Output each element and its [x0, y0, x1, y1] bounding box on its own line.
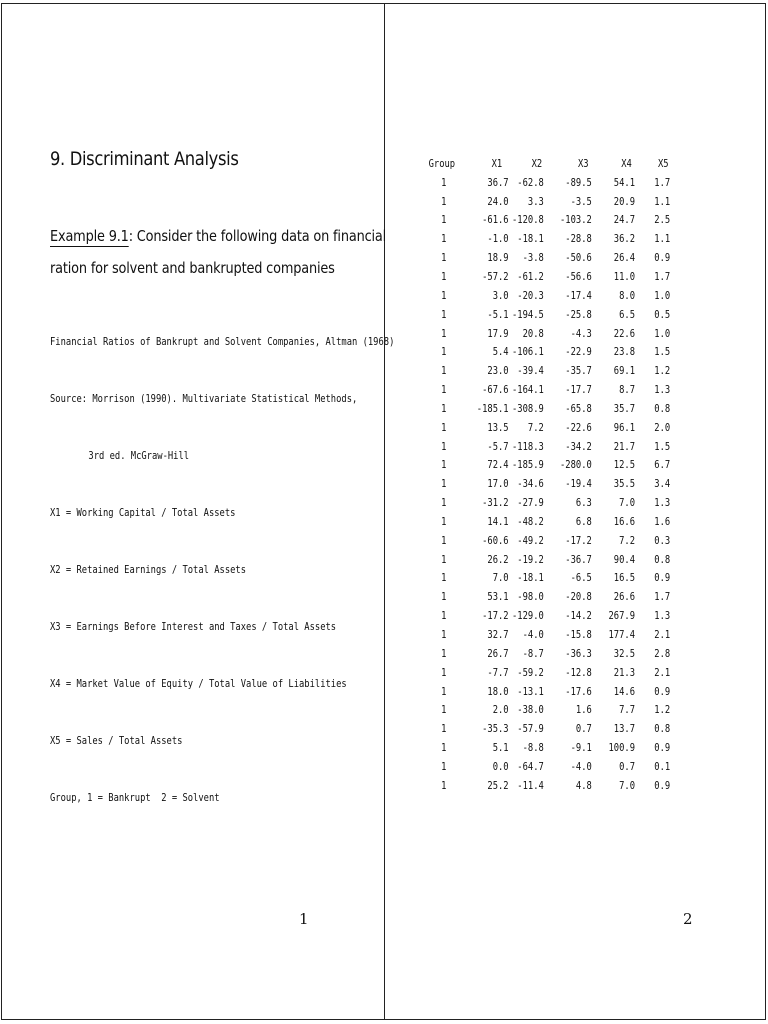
- table-cell: 3.4: [654, 477, 671, 491]
- table-cell: 17.0: [487, 477, 509, 491]
- example-line-1: [50, 220, 387, 252]
- table-cell: -8.8: [522, 741, 544, 755]
- table-cell: 6.3: [575, 496, 592, 510]
- table-cell: 36.7: [487, 175, 509, 189]
- table-cell: 1: [441, 552, 447, 566]
- table-cell: -22.9: [565, 345, 592, 359]
- table-cell: 22.6: [613, 326, 635, 340]
- table-cell: -34.6: [517, 477, 544, 491]
- table-row: [427, 531, 670, 550]
- table-row: [427, 700, 670, 719]
- table-row: [427, 437, 670, 456]
- table-cell: 0.8: [654, 401, 671, 415]
- table-cell: -3.5: [570, 194, 592, 208]
- table-cell: 53.1: [487, 590, 509, 604]
- note-line: X5 = Sales / Total Assets: [50, 734, 183, 747]
- table-cell: -67.6: [482, 383, 509, 397]
- table-cell: 17.9: [487, 326, 509, 340]
- table-cell: 3.3: [527, 194, 544, 208]
- table-cell: 0.9: [654, 571, 671, 585]
- table-cell: -9.1: [570, 741, 592, 755]
- example-paragraph: [50, 220, 387, 284]
- column-header-x4: X4: [621, 156, 632, 170]
- table-cell: 7.7: [619, 703, 635, 717]
- table-cell: -7.7: [487, 665, 509, 679]
- table-cell: 1: [441, 703, 447, 717]
- table-cell: 1: [441, 345, 447, 359]
- table-row: [427, 587, 670, 606]
- table-cell: 7.0: [619, 778, 635, 792]
- table-cell: -118.3: [512, 439, 544, 453]
- table-cell: -106.1: [512, 345, 544, 359]
- table-cell: 1: [441, 175, 447, 189]
- table-cell: 7.2: [619, 533, 635, 547]
- table-cell: -6.5: [570, 571, 592, 585]
- table-cell: 1.3: [654, 383, 671, 397]
- table-row: [427, 286, 670, 305]
- table-cell: 0.1: [654, 759, 671, 773]
- table-row: [427, 663, 670, 682]
- table-cell: 26.2: [487, 552, 509, 566]
- table-cell: 12.5: [613, 458, 635, 472]
- table-cell: -17.7: [565, 383, 592, 397]
- table-cell: -4.0: [570, 759, 592, 773]
- table-cell: 6.5: [619, 307, 635, 321]
- table-cell: 1: [441, 383, 447, 397]
- table-cell: 20.8: [522, 326, 544, 340]
- table-cell: -36.3: [565, 646, 592, 660]
- table-cell: 267.9: [608, 609, 635, 623]
- table-cell: -27.9: [517, 496, 544, 510]
- table-cell: -19.2: [517, 552, 544, 566]
- table-cell: 24.0: [487, 194, 509, 208]
- table-cell: -98.0: [517, 590, 544, 604]
- table-row: [427, 399, 670, 418]
- table-cell: -4.0: [522, 628, 544, 642]
- table-cell: 26.4: [613, 251, 635, 265]
- table-row: [427, 418, 670, 437]
- table-cell: 1: [441, 722, 447, 736]
- table-cell: -48.2: [517, 514, 544, 528]
- table-cell: 1: [441, 741, 447, 755]
- table-cell: 36.2: [613, 232, 635, 246]
- table-cell: -280.0: [560, 458, 592, 472]
- table-cell: 23.0: [487, 364, 509, 378]
- table-row: [427, 324, 670, 343]
- table-cell: -89.5: [565, 175, 592, 189]
- table-cell: 14.1: [487, 514, 509, 528]
- table-cell: 18.9: [487, 251, 509, 265]
- table-cell: 26.6: [613, 590, 635, 604]
- table-cell: 2.5: [654, 213, 671, 227]
- ratios-table: [427, 154, 670, 795]
- note-line: Group, 1 = Bankrupt 2 = Solvent: [50, 791, 220, 804]
- section-title: 9. Discriminant Analysis: [50, 148, 239, 170]
- table-cell: 35.7: [613, 401, 635, 415]
- table-cell: -164.1: [512, 383, 544, 397]
- table-cell: -5.7: [487, 439, 509, 453]
- table-cell: 90.4: [613, 552, 635, 566]
- table-cell: 1: [441, 477, 447, 491]
- table-cell: -22.6: [565, 420, 592, 434]
- table-cell: 1: [441, 251, 447, 265]
- table-cell: 16.5: [613, 571, 635, 585]
- table-cell: 7.2: [527, 420, 544, 434]
- table-cell: -17.2: [565, 533, 592, 547]
- table-cell: 4.8: [575, 778, 592, 792]
- table-cell: -14.2: [565, 609, 592, 623]
- note-line: X3 = Earnings Before Interest and Taxes / Total Assets: [50, 620, 337, 633]
- table-cell: 6.8: [575, 514, 592, 528]
- table-cell: 1.5: [654, 439, 671, 453]
- table-cell: 0.9: [654, 251, 671, 265]
- table-cell: 2.0: [492, 703, 509, 717]
- table-row: [427, 474, 670, 493]
- table-cell: 24.7: [613, 213, 635, 227]
- table-cell: 1.3: [654, 609, 671, 623]
- table-row: [427, 682, 670, 701]
- table-cell: 1: [441, 628, 447, 642]
- table-cell: -18.1: [517, 571, 544, 585]
- table-cell: -31.2: [482, 496, 509, 510]
- table-cell: -1.0: [487, 232, 509, 246]
- table-cell: 8.7: [619, 383, 635, 397]
- table-cell: -62.8: [517, 175, 544, 189]
- table-row: [427, 456, 670, 475]
- table-cell: 1.0: [654, 288, 671, 302]
- table-cell: 1.1: [654, 232, 671, 246]
- table-cell: 1.3: [654, 496, 671, 510]
- table-cell: -61.2: [517, 269, 544, 283]
- note-line: X4 = Market Value of Equity / Total Value of Liabilities: [50, 677, 347, 690]
- table-cell: 23.8: [613, 345, 635, 359]
- table-cell: 0.9: [654, 741, 671, 755]
- table-row: [427, 550, 670, 569]
- table-cell: 0.9: [654, 778, 671, 792]
- table-row: [427, 719, 670, 738]
- table-cell: -13.1: [517, 684, 544, 698]
- table-cell: 0.7: [575, 722, 592, 736]
- note-line: X1 = Working Capital / Total Assets: [50, 506, 236, 519]
- table-cell: -185.9: [512, 458, 544, 472]
- table-cell: 0.0: [492, 759, 509, 773]
- table-cell: 1: [441, 646, 447, 660]
- table-cell: -57.2: [482, 269, 509, 283]
- table-row: [427, 211, 670, 230]
- table-cell: 8.0: [619, 288, 635, 302]
- table-cell: 1: [441, 364, 447, 378]
- table-cell: -12.8: [565, 665, 592, 679]
- table-cell: 1: [441, 609, 447, 623]
- table-cell: -17.4: [565, 288, 592, 302]
- table-cell: 20.9: [613, 194, 635, 208]
- table-row: [427, 173, 670, 192]
- table-cell: 1: [441, 307, 447, 321]
- table-cell: 1: [441, 684, 447, 698]
- table-row: [427, 776, 670, 795]
- table-cell: 0.7: [619, 759, 635, 773]
- table-cell: -25.8: [565, 307, 592, 321]
- table-cell: 1.6: [654, 514, 671, 528]
- table-cell: 5.4: [492, 345, 509, 359]
- table-row: [427, 569, 670, 588]
- table-cell: 21.3: [613, 665, 635, 679]
- table-cell: -35.3: [482, 722, 509, 736]
- table-cell: 0.8: [654, 552, 671, 566]
- table-cell: 1: [441, 496, 447, 510]
- table-row: [427, 644, 670, 663]
- table-cell: -50.6: [565, 251, 592, 265]
- table-cell: -61.6: [482, 213, 509, 227]
- table-cell: -4.3: [570, 326, 592, 340]
- table-cell: 72.4: [487, 458, 509, 472]
- example-label: Example 9.1: [50, 227, 129, 245]
- table-cell: 1.1: [654, 194, 671, 208]
- table-cell: -308.9: [512, 401, 544, 415]
- table-body: [427, 173, 670, 795]
- table-cell: -103.2: [560, 213, 592, 227]
- table-cell: 1: [441, 232, 447, 246]
- table-cell: -49.2: [517, 533, 544, 547]
- table-cell: 7.0: [492, 571, 509, 585]
- table-cell: 96.1: [613, 420, 635, 434]
- table-cell: 100.9: [608, 741, 635, 755]
- table-cell: -17.6: [565, 684, 592, 698]
- table-cell: -38.0: [517, 703, 544, 717]
- table-cell: 32.7: [487, 628, 509, 642]
- table-cell: -39.4: [517, 364, 544, 378]
- table-cell: -35.7: [565, 364, 592, 378]
- table-cell: 1: [441, 590, 447, 604]
- table-cell: 2.0: [654, 420, 671, 434]
- table-cell: 1: [441, 665, 447, 679]
- table-row: [427, 361, 670, 380]
- table-cell: 26.7: [487, 646, 509, 660]
- table-cell: -59.2: [517, 665, 544, 679]
- table-row: [427, 606, 670, 625]
- table-cell: 0.8: [654, 722, 671, 736]
- table-cell: 1.7: [654, 590, 671, 604]
- table-cell: -65.8: [565, 401, 592, 415]
- table-row: [427, 229, 670, 248]
- table-cell: -20.3: [517, 288, 544, 302]
- table-cell: -18.1: [517, 232, 544, 246]
- table-header-row: [427, 154, 670, 173]
- table-cell: -120.8: [512, 213, 544, 227]
- table-cell: 1: [441, 778, 447, 792]
- table-cell: -57.9: [517, 722, 544, 736]
- table-row: [427, 192, 670, 211]
- table-cell: -17.2: [482, 609, 509, 623]
- column-header-x5: X5: [658, 156, 669, 170]
- table-cell: -36.7: [565, 552, 592, 566]
- table-cell: 1: [441, 420, 447, 434]
- table-cell: 1.6: [575, 703, 592, 717]
- table-row: [427, 757, 670, 776]
- table-cell: 0.9: [654, 684, 671, 698]
- table-cell: 1: [441, 213, 447, 227]
- table-cell: 1.2: [654, 364, 671, 378]
- table-row: [427, 305, 670, 324]
- table-row: [427, 625, 670, 644]
- table-cell: -60.6: [482, 533, 509, 547]
- table-cell: 1.5: [654, 345, 671, 359]
- example-text-1: : Consider the following data on financial: [128, 227, 387, 245]
- table-cell: 1.2: [654, 703, 671, 717]
- table-cell: 1: [441, 194, 447, 208]
- table-cell: -194.5: [512, 307, 544, 321]
- table-cell: 1: [441, 514, 447, 528]
- table-cell: 1: [441, 269, 447, 283]
- example-text-2: ration for solvent and bankrupted companies: [50, 259, 335, 277]
- table-cell: 7.0: [619, 496, 635, 510]
- table-cell: 13.5: [487, 420, 509, 434]
- table-cell: -19.4: [565, 477, 592, 491]
- column-header-group: Group: [428, 156, 456, 170]
- table-cell: -8.7: [522, 646, 544, 660]
- table-cell: -15.8: [565, 628, 592, 642]
- table-cell: -20.8: [565, 590, 592, 604]
- table-cell: 1: [441, 439, 447, 453]
- table-cell: 1: [441, 401, 447, 415]
- table-cell: -185.1: [476, 401, 509, 415]
- table-row: [427, 380, 670, 399]
- note-line: 3rd ed. McGraw-Hill: [88, 449, 190, 462]
- column-header-x2: X2: [531, 156, 543, 170]
- page-number: 1: [299, 910, 309, 928]
- table-cell: -3.8: [522, 251, 544, 265]
- table-row: [427, 512, 670, 531]
- table-cell: 1: [441, 458, 447, 472]
- note-line: Financial Ratios of Bankrupt and Solvent Companies, Altman (1968): [50, 335, 395, 348]
- table-cell: 11.0: [613, 269, 635, 283]
- table-row: [427, 738, 670, 757]
- dataset-notes: [50, 294, 394, 845]
- table-cell: 3.0: [492, 288, 509, 302]
- table-cell: 25.2: [487, 778, 509, 792]
- table-cell: 14.6: [613, 684, 635, 698]
- table-cell: 35.5: [613, 477, 635, 491]
- note-line: X2 = Retained Earnings / Total Assets: [50, 563, 247, 576]
- table-cell: -64.7: [517, 759, 544, 773]
- column-header-x1: X1: [491, 156, 503, 170]
- table-cell: 1: [441, 533, 447, 547]
- table-cell: 5.1: [492, 741, 509, 755]
- table-cell: 177.4: [608, 628, 635, 642]
- table-cell: 69.1: [613, 364, 635, 378]
- table-cell: 1.7: [654, 269, 671, 283]
- table-cell: 18.0: [487, 684, 509, 698]
- table-cell: 2.8: [654, 646, 671, 660]
- table-cell: 1.0: [654, 326, 671, 340]
- table-cell: -56.6: [565, 269, 592, 283]
- table-cell: 1: [441, 571, 447, 585]
- table-cell: 2.1: [654, 628, 671, 642]
- table-row: [427, 267, 670, 286]
- table-cell: 2.1: [654, 665, 671, 679]
- table-cell: 0.5: [654, 307, 671, 321]
- page-number: 2: [683, 910, 693, 928]
- page-2: [385, 0, 767, 1024]
- note-line: Source: Morrison (1990). Multivariate Statistical Methods,: [50, 392, 358, 405]
- table-cell: 1: [441, 326, 447, 340]
- table-cell: -34.2: [565, 439, 592, 453]
- table-cell: -5.1: [487, 307, 509, 321]
- table-cell: 1.7: [654, 175, 671, 189]
- table-cell: 0.3: [654, 533, 671, 547]
- table-row: [427, 248, 670, 267]
- table-cell: 21.7: [613, 439, 635, 453]
- table-cell: 13.7: [613, 722, 635, 736]
- table-cell: -11.4: [517, 778, 544, 792]
- table-cell: 1: [441, 288, 447, 302]
- table-cell: -129.0: [512, 609, 544, 623]
- table-row: [427, 493, 670, 512]
- table-cell: 6.7: [654, 458, 671, 472]
- table-cell: 54.1: [613, 175, 635, 189]
- table-cell: 32.5: [613, 646, 635, 660]
- table-cell: 1: [441, 759, 447, 773]
- table-cell: 16.6: [613, 514, 635, 528]
- table-cell: -28.8: [565, 232, 592, 246]
- table-row: [427, 342, 670, 361]
- column-header-x3: X3: [578, 156, 589, 170]
